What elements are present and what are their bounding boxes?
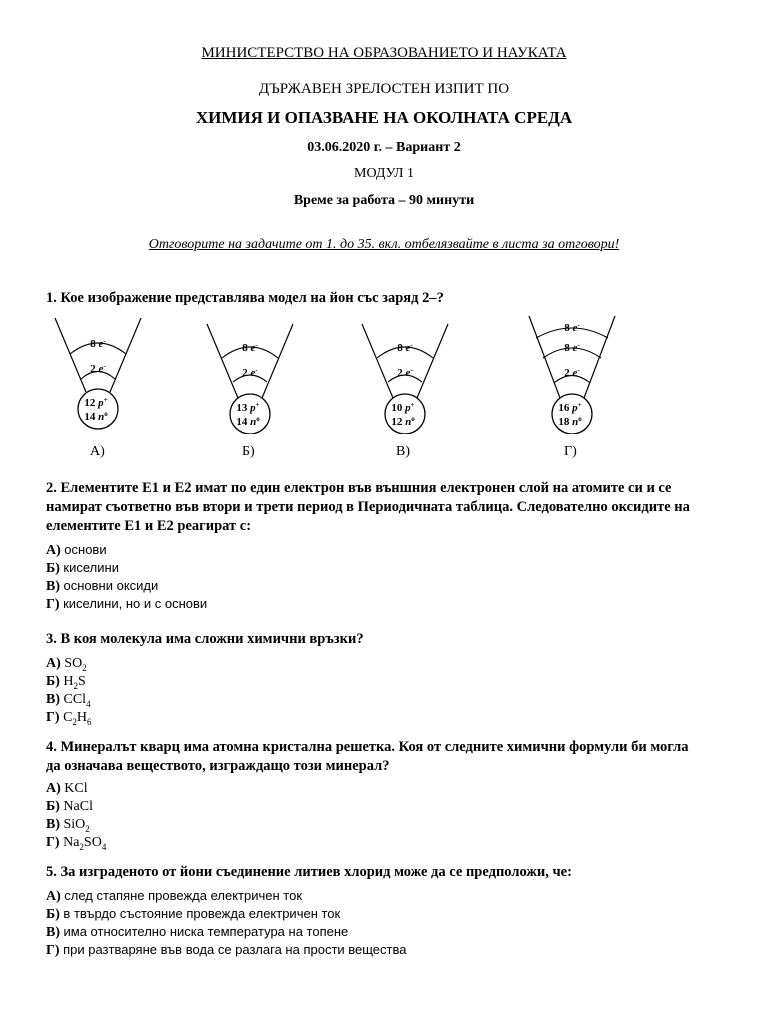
option-formula: $Na_2SO_4$ <box>63 835 107 852</box>
option-letter: А) <box>46 889 61 904</box>
option-text: основи <box>64 542 107 557</box>
module-title: МОДУЛ 1 <box>354 166 414 181</box>
option-letter: Б) <box>46 561 60 576</box>
option-letter: Б) <box>46 674 60 689</box>
option-letter: В) <box>46 692 60 707</box>
option-letter: А) <box>46 543 61 558</box>
question-4-line-1: 4. Минералът кварц има атомна кристална решетка. Коя от следните химични формули би могла <box>46 739 689 755</box>
option-formula: NaCl <box>63 799 93 814</box>
diagram-label-c: В) <box>396 444 410 459</box>
shell-inner-c: 2 e- <box>397 366 413 379</box>
option-letter: Г) <box>46 835 60 850</box>
question-2-line-2: намират съответно във втори и трети период в Периодичната таблица. Следователно оксидите на <box>46 499 690 515</box>
shell-inner-b: 2 e- <box>242 366 258 379</box>
question-3-text: 3. В коя молекула има сложни химични връзки? <box>46 631 364 647</box>
question-3-option-d <box>46 709 92 731</box>
shell-outer-a: 8 e- <box>90 337 106 350</box>
option-text: в твърдо състояние провежда електричен ток <box>63 906 341 921</box>
option-letter: Г) <box>46 943 60 958</box>
neutrons-b: 14 $n^o$ <box>236 415 260 428</box>
question-5-option-c <box>46 923 348 942</box>
shell-inner-d: 2 e- <box>564 366 580 379</box>
date-variant: 03.06.2020 г. – Вариант 2 <box>307 140 461 155</box>
option-letter: Б) <box>46 799 60 814</box>
neutrons-c: 12 $n^o$ <box>391 415 415 428</box>
option-formula: SiO$_2$ <box>63 817 90 834</box>
shell-middle-d: 8 e- <box>564 341 580 354</box>
option-formula: $H_2S$ <box>63 674 86 691</box>
neutrons-a: 14 $n^o$ <box>84 410 108 423</box>
question-5-option-a <box>46 887 302 906</box>
subject-title: ХИМИЯ И ОПАЗВАНЕ НА ОКОЛНАТА СРЕДА <box>195 108 573 127</box>
ion-diagram-c <box>357 312 453 434</box>
option-letter: В) <box>46 579 60 594</box>
question-5-text: 5. За изграденото от йони съединение литиев хлорид може да се предположи, че: <box>46 864 572 880</box>
option-text: след стапяне провежда електричен ток <box>64 888 303 903</box>
option-formula: CCl$_4$ <box>63 692 91 709</box>
neutrons-d: 18 $n^o$ <box>558 415 582 428</box>
question-1-text: 1. Кое изображение представлява модел на йон със заряд 2–? <box>46 290 444 306</box>
ion-diagram-b <box>202 312 298 434</box>
option-text: киселини, но и с основи <box>63 596 208 611</box>
question-5-option-b <box>46 905 340 924</box>
question-4-option-a <box>46 780 88 798</box>
diagram-label-d: Г) <box>564 444 577 459</box>
option-text: основни оксиди <box>63 578 159 593</box>
question-4-line-2: да означава веществото, изграждащо този минерал? <box>46 758 390 774</box>
question-2-option-a <box>46 541 107 560</box>
option-text: при разтваряне във вода се разлага на прости вещества <box>63 942 407 957</box>
option-letter: А) <box>46 781 61 796</box>
question-4-option-d <box>46 834 106 856</box>
protons-c: 10 p+ <box>391 401 415 414</box>
ion-diagram-d <box>524 312 620 434</box>
option-formula: $SO_2$ <box>64 656 87 673</box>
option-letter: Б) <box>46 907 60 922</box>
protons-d: 16 p+ <box>558 401 582 414</box>
shell-outer-d: 8 e- <box>564 321 580 334</box>
option-text: има относително ниска температура на топене <box>63 924 349 939</box>
instruction: Отговорите на задачите от 1. до 35. вкл. отбелязвайте в листа за отговори! <box>148 237 620 252</box>
question-5-option-d <box>46 941 406 960</box>
ministry-title: МИНИСТЕРСТВО НА ОБРАЗОВАНИЕТО И НАУКАТА <box>201 45 567 61</box>
option-letter: А) <box>46 656 61 671</box>
time-limit: Време за работа – 90 минути <box>293 193 475 208</box>
question-2-option-b <box>46 559 119 578</box>
question-4-option-b <box>46 798 93 816</box>
question-2-option-d <box>46 595 207 614</box>
question-2-option-c <box>46 577 158 596</box>
shell-outer-c: 8 e- <box>397 341 413 354</box>
option-letter: В) <box>46 925 60 940</box>
exam-title: ДЪРЖАВЕН ЗРЕЛОСТЕН ИЗПИТ ПО <box>258 81 510 97</box>
diagram-label-a: А) <box>90 444 105 459</box>
ion-diagram-a <box>50 312 146 434</box>
shell-outer-b: 8 e- <box>242 341 258 354</box>
protons-a: 12 p+ <box>84 396 108 409</box>
option-letter: Г) <box>46 597 60 612</box>
shell-inner-a: 2 e- <box>90 362 106 375</box>
diagram-label-b: Б) <box>242 444 255 459</box>
question-2-line-3: елементите Е1 и Е2 реагират с: <box>46 518 252 534</box>
option-formula: KCl <box>64 781 88 796</box>
question-2-line-1: 2. Елементите Е1 и Е2 имат по един електрон във външния електронен слой на атомите си и се <box>46 480 672 496</box>
option-letter: В) <box>46 817 60 832</box>
option-text: киселини <box>63 560 119 575</box>
protons-b: 13 p+ <box>236 401 260 414</box>
option-letter: Г) <box>46 710 60 725</box>
option-formula: $C_2H_6$ <box>63 710 92 727</box>
